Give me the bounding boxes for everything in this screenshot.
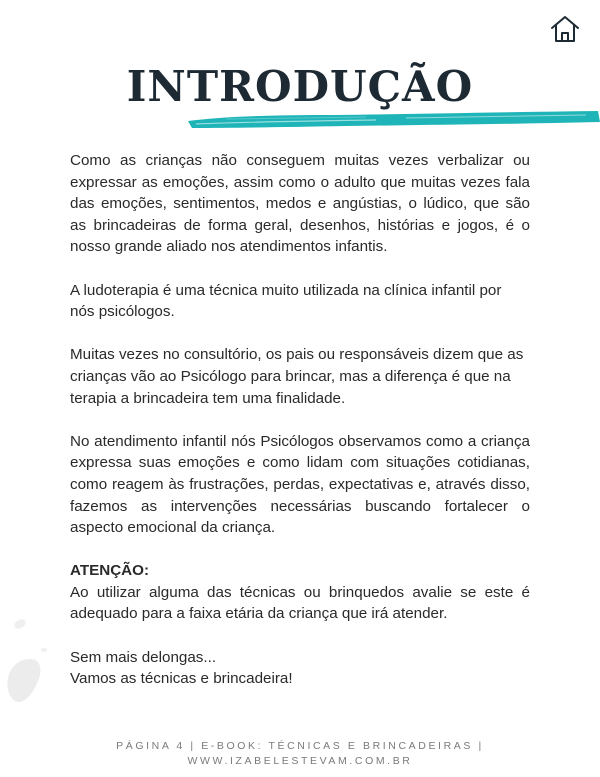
paragraph-consultorio: Muitas vezes no consultório, os pais ou responsáveis dizem que as crianças vão ao Psicólogo para brincar, mas a diferença é que na terapia a brincadeira tem uma finalidade.	[70, 346, 524, 407]
title-underline-brush	[186, 107, 600, 133]
footer-page-info: PÁGINA 4 | E-BOOK: TÉCNICAS E BRINCADEIRAS |	[116, 740, 484, 752]
paragraph-atendimento: No atendimento infantil nós Psicólogos observamos como a criança expressa suas emoções e como lidam com situações cotidianas, como reagem às frustrações, perdas, expectativas e, através disso, fazemos as intervenções necessárias buscando fortalecer o aspecto emocional da criança.	[70, 432, 530, 537]
paragraph-intro: Como as crianças não conseguem muitas vezes verbalizar ou expressar as emoções, assim como o adulto que muitas vezes fala das emoções, sentimentos, medos e angústias, o lúdico, que são as brincadeiras de forma geral, desenhos, histórias e jogos, é o nosso grande aliado nos atendimentos infantis.	[70, 152, 530, 256]
closing-line-1: Sem mais delongas...	[70, 648, 217, 666]
attention-block	[70, 560, 530, 625]
main-content	[70, 150, 530, 711]
closing-line-2: Vamos as técnicas e brincadeira!	[70, 670, 293, 688]
attention-text: Ao utilizar alguma das técnicas ou brinquedos avalie se este é adequado para a faixa etária da criança que irá atender.	[70, 583, 530, 623]
attention-heading: ATENÇÃO:	[70, 562, 150, 580]
paragraph-ludoterapia: A ludoterapia é uma técnica muito utilizada na clínica infantil por nós psicólogos.	[70, 281, 502, 321]
home-button[interactable]	[549, 14, 581, 44]
footer-website: WWW.IZABELESTEVAM.COM.BR	[187, 755, 413, 767]
home-icon	[549, 14, 581, 44]
closing-block	[70, 647, 530, 690]
page-title: INTRODUÇÃO	[126, 62, 474, 111]
decorative-paint-splash	[0, 610, 60, 720]
